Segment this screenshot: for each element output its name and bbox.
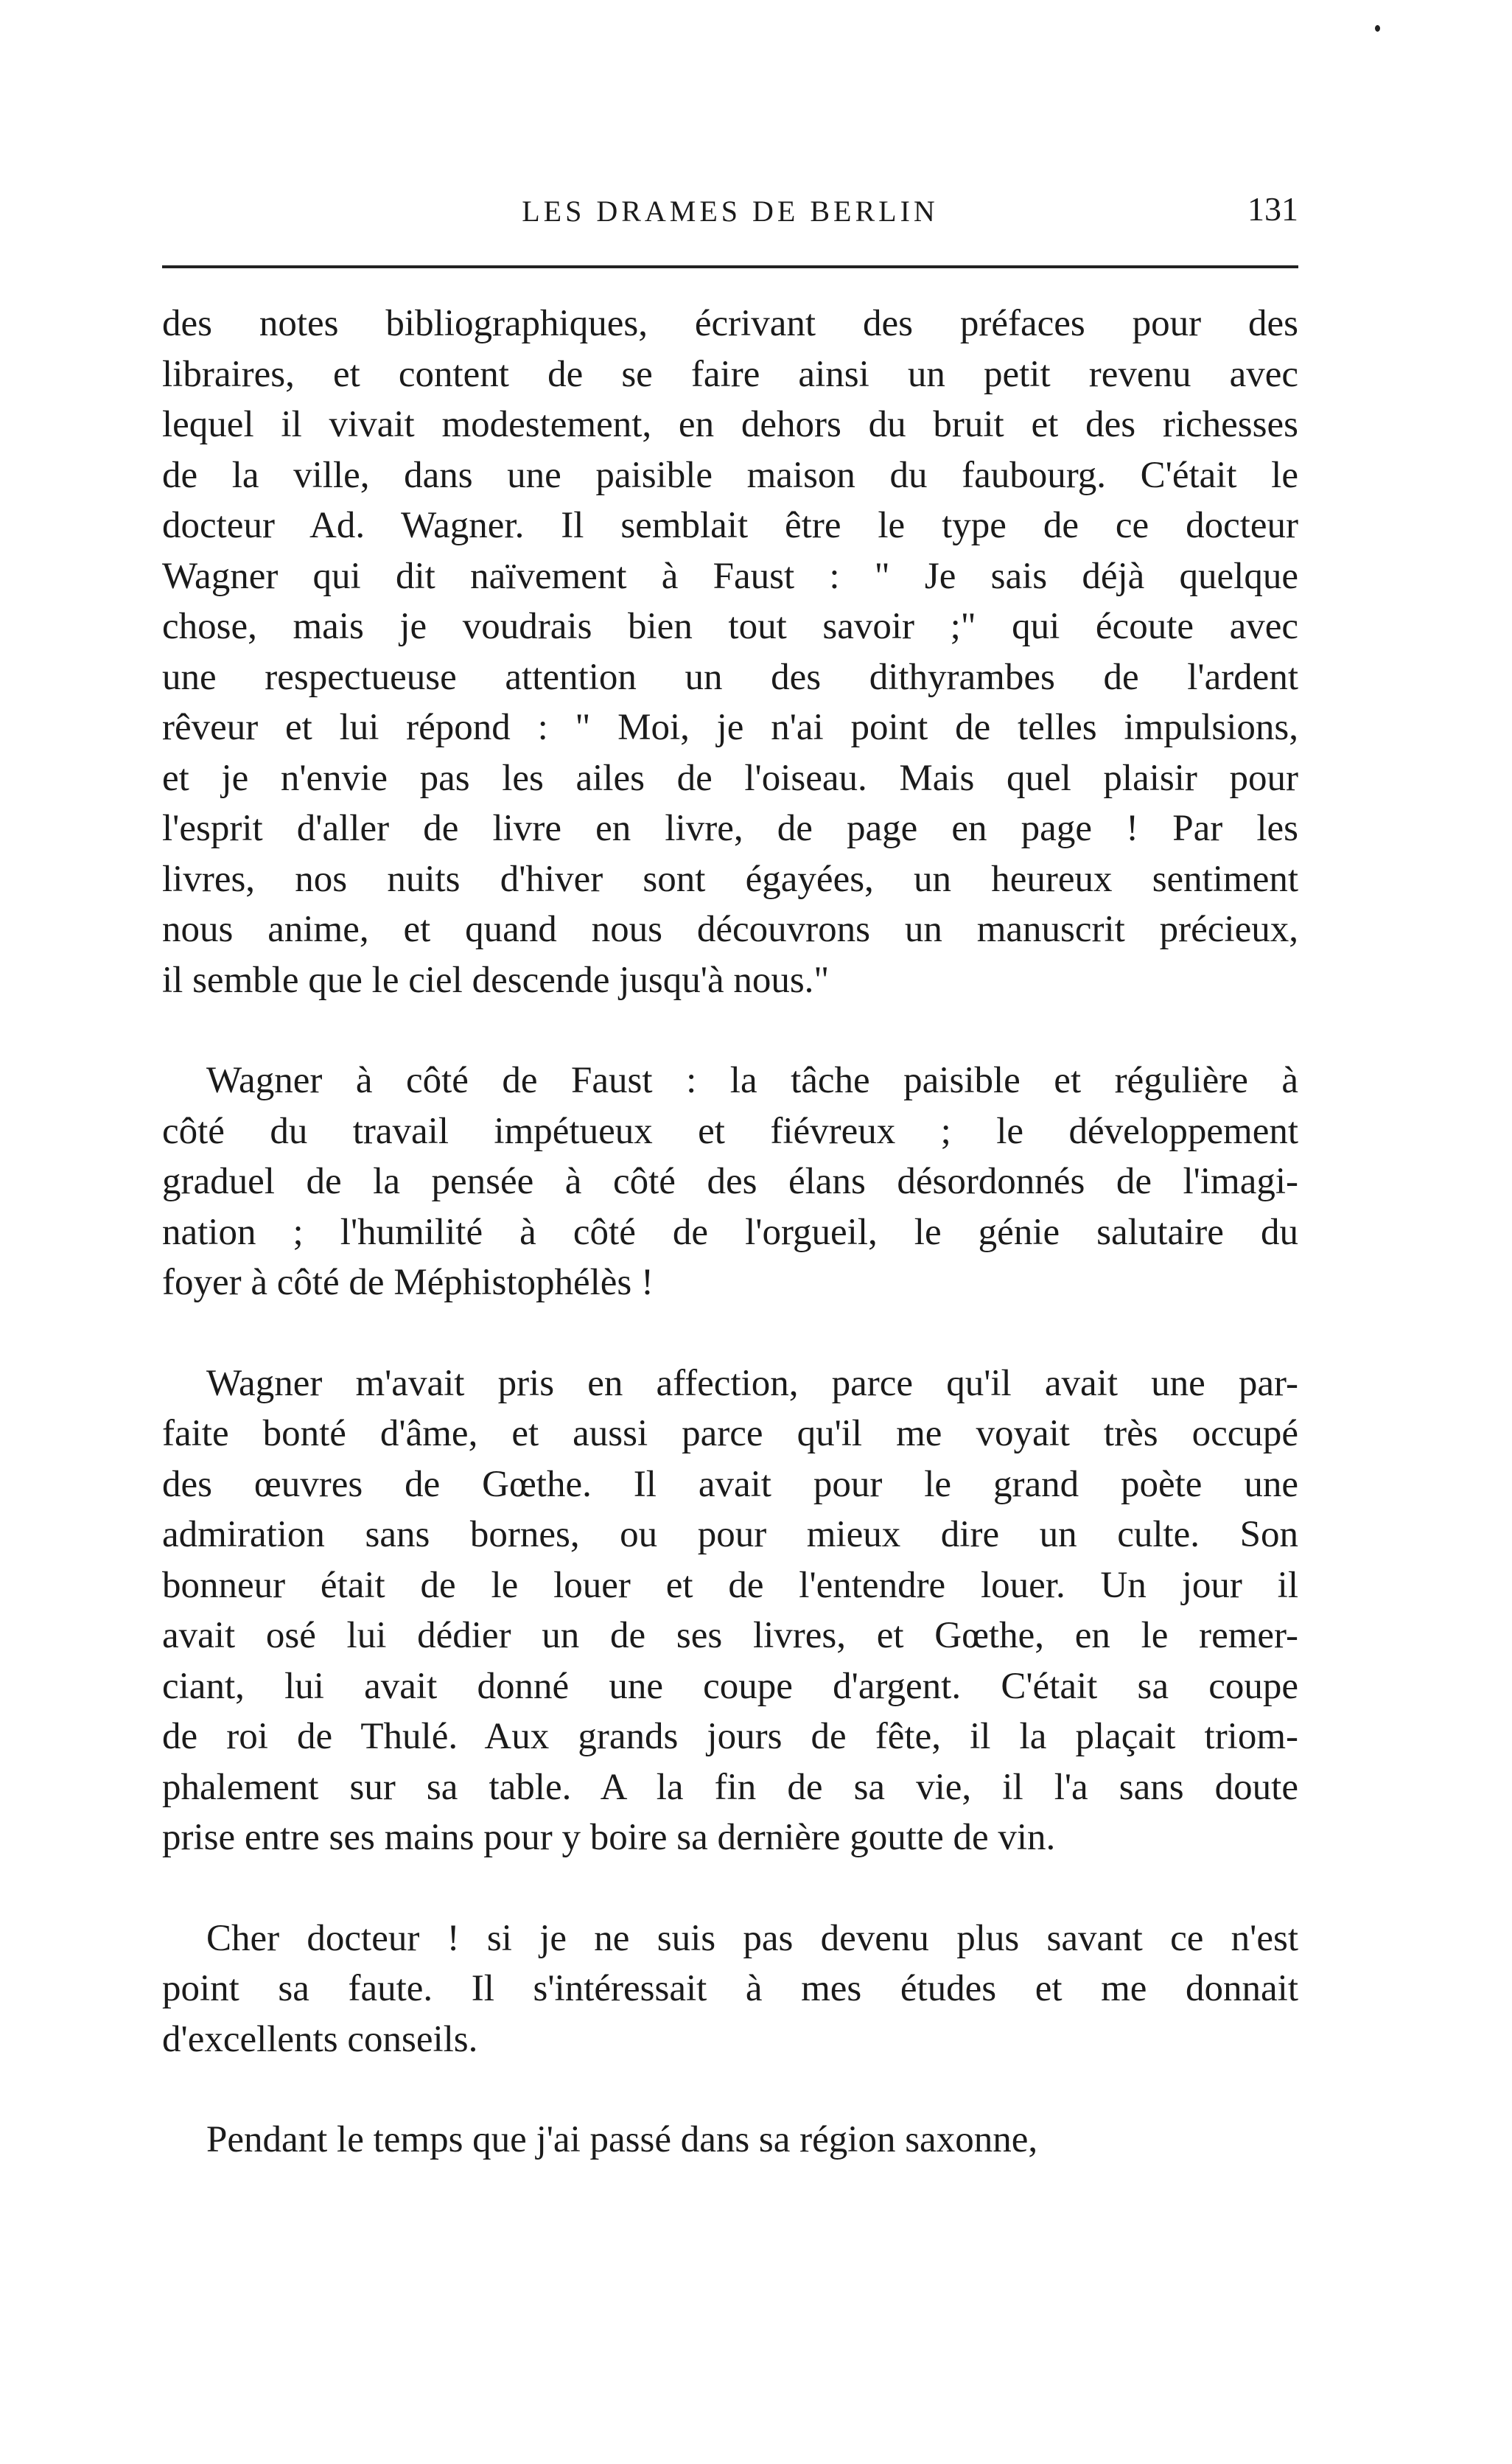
text-line: phalement sur sa table. A la fin de sa vie, il l'a sans doute [162, 1766, 1298, 1808]
text-line: Wagner m'avait pris en affection, parce qu'il avait une par- [206, 1362, 1298, 1404]
paragraph-1 [162, 299, 1298, 1005]
text-line: prise entre ses mains pour y boire sa dernière goutte de vin. [162, 1817, 1056, 1858]
text-line: et je n'envie pas les ailes de l'oiseau. Mais quel plaisir pour [162, 757, 1298, 799]
text-line: faite bonté d'âme, et aussi parce qu'il me voyait très occupé [162, 1413, 1298, 1454]
paragraph-3 [162, 1358, 1298, 1863]
running-title: LES DRAMES DE BERLIN [522, 195, 939, 228]
text-line: bonneur était de le louer et de l'entendre louer. Un jour il [162, 1564, 1298, 1606]
text-line: avait osé lui dédier un de ses livres, et Gœthe, en le remer- [162, 1615, 1298, 1656]
body-text [162, 299, 1298, 2165]
text-line: une respectueuse attention un des dithyrambes de l'ardent [162, 656, 1298, 698]
text-line: de roi de Thulé. Aux grands jours de fête, il la plaçait triom- [162, 1716, 1298, 1757]
text-line: ciant, lui avait donné une coupe d'argent. C'était sa coupe [162, 1665, 1298, 1707]
text-line: Wagner qui dit naïvement à Faust : " Je sais déjà quelque [162, 555, 1298, 597]
paragraph-2 [162, 1055, 1298, 1308]
text-line: libraires, et content de se faire ainsi un petit revenu avec [162, 353, 1298, 395]
text-line: côté du travail impétueux et fiévreux ; le développement [162, 1110, 1298, 1152]
text-line: Wagner à côté de Faust : la tâche paisible et régulière à [206, 1060, 1298, 1101]
paragraph-gap [162, 2065, 1298, 2115]
text-line: nous anime, et quand nous découvrons un manuscrit précieux, [162, 909, 1298, 950]
text-line: graduel de la pensée à côté des élans désordonnés de l'imagi- [162, 1161, 1298, 1202]
paragraph-gap [162, 1005, 1298, 1055]
text-line: foyer à côté de Méphistophélès ! [162, 1262, 654, 1303]
text-line: docteur Ad. Wagner. Il semblait être le type de ce docteur [162, 505, 1298, 546]
text-line: de la ville, dans une paisible maison du faubourg. C'était le [162, 454, 1298, 496]
header-rule [162, 265, 1298, 268]
paragraph-5 [162, 2115, 1298, 2165]
text-line: il semble que le ciel descende jusqu'à nous." [162, 959, 830, 1001]
text-line: lequel il vivait modestement, en dehors du bruit et des richesses [162, 404, 1298, 445]
text-line: des œuvres de Gœthe. Il avait pour le grand poète une [162, 1463, 1298, 1505]
text-line: admiration sans bornes, ou pour mieux dire un culte. Son [162, 1514, 1298, 1555]
paragraph-4 [162, 1913, 1298, 2065]
text-line: Cher docteur ! si je ne suis pas devenu plus savant ce n'est [206, 1917, 1298, 1959]
speck-mark [1375, 25, 1380, 32]
paragraph-gap [162, 1863, 1298, 1913]
running-head [162, 188, 1298, 240]
text-line: Pendant le temps que j'ai passé dans sa région saxonne, [206, 2119, 1038, 2160]
text-line: livres, nos nuits d'hiver sont égayées, un heureux sentiment [162, 858, 1298, 900]
text-line: point sa faute. Il s'intéressait à mes études et me donnait [162, 1968, 1298, 2009]
paragraph-gap [162, 1308, 1298, 1358]
text-line: l'esprit d'aller de livre en livre, de page en page ! Par les [162, 808, 1298, 849]
page-number: 131 [1247, 190, 1298, 228]
text-line: rêveur et lui répond : " Moi, je n'ai point de telles impulsions, [162, 707, 1298, 748]
text-line: des notes bibliographiques, écrivant des préfaces pour des [162, 303, 1298, 344]
text-line: d'excellents conseils. [162, 2018, 478, 2060]
text-line: chose, mais je voudrais bien tout savoir ;" qui écoute avec [162, 606, 1298, 647]
text-line: nation ; l'humilité à côté de l'orgueil, le génie salutaire du [162, 1211, 1298, 1253]
